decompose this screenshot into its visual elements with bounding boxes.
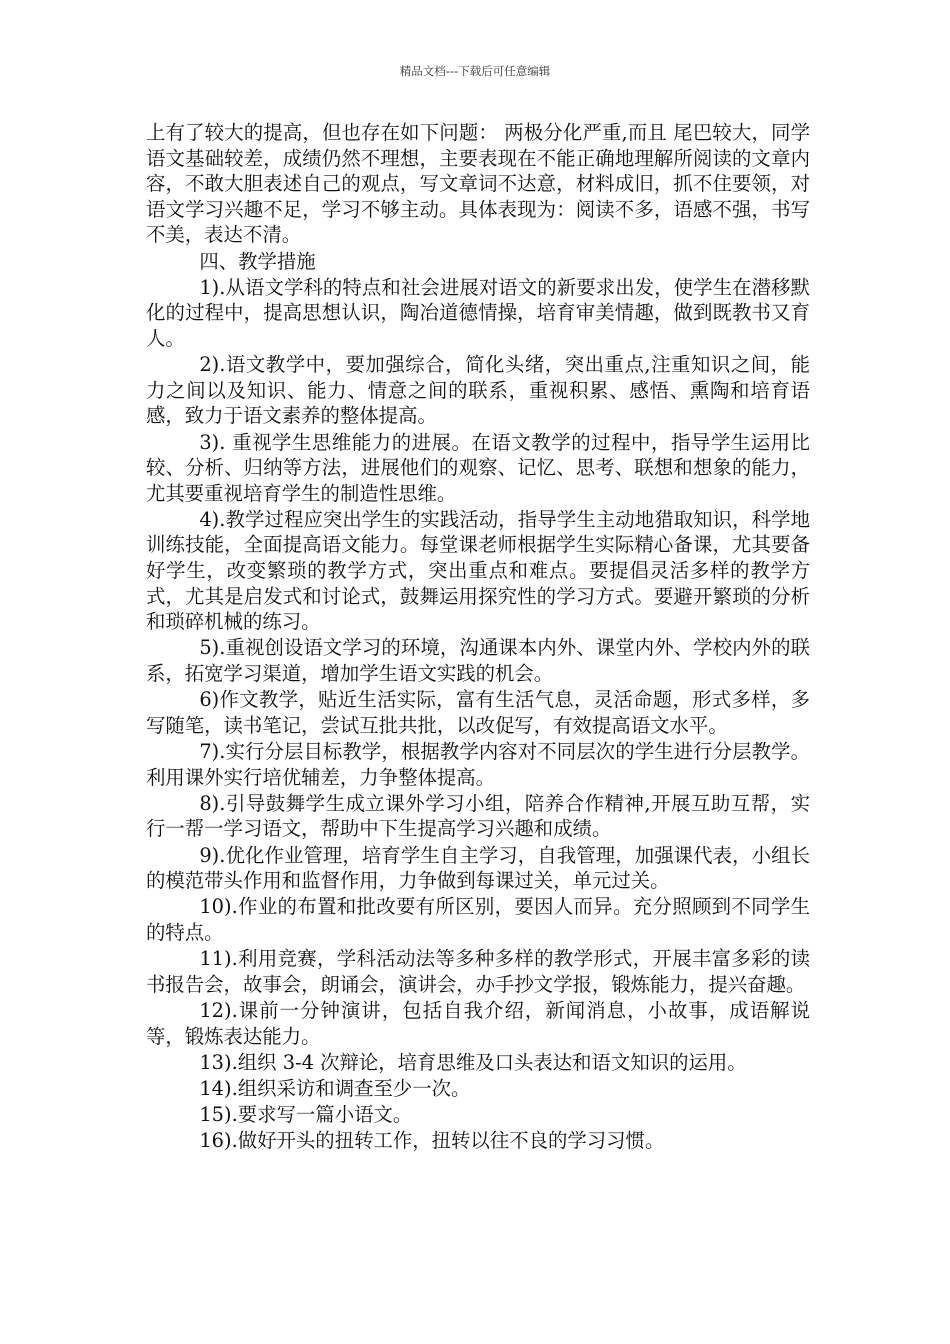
measure-item: 9).优化作业管理，培育学生自主学习，自我管理，加强课代表，小组长的模范带头作用和监督作用，力争做到每课过关，单元过关。	[146, 843, 810, 893]
measure-item: 3). 重视学生思维能力的进展。在语文教学的过程中，指导学生运用比较、分析、归纳等方法，进展他们的观察、记忆、思考、联想和想象的能力，尤其要重视培育学生的制造性思维。	[146, 430, 810, 505]
measure-item: 1).从语文学科的特点和社会进展对语文的新要求出发，使学生在潜移默化的过程中，提高思想认识，陶冶道德情操，培育审美情趣，做到既教书又育人。	[146, 275, 810, 350]
measure-item: 2).语文教学中，要加强综合，简化头绪，突出重点,注重知识之间，能力之间以及知识、能力、情意之间的联系，重视积累、感悟、熏陶和培育语感，致力于语文素养的整体提高。	[146, 353, 810, 428]
section-title: 四、教学措施	[199, 249, 316, 273]
measure-item: 7).实行分层目标教学，根据教学内容对不同层次的学生进行分层教学。利用课外实行培优辅差，力争整体提高。	[146, 740, 810, 789]
measure-item: 14).组织采访和调查至少一次。	[199, 1076, 471, 1100]
measure-item: 13).组织 3-4 次辩论，培育思维及口头表达和语文知识的运用。	[199, 1050, 747, 1074]
measure-item: 11).利用竞赛，学科活动法等多种多样的教学形式，开展丰富多彩的读书报告会，故事会，朗诵会，演讲会，办手抄文学报，锻炼能力，提兴奋趣。	[146, 947, 810, 996]
measure-item: 5).重视创设语文学习的环境，沟通课本内外、课堂内外、学校内外的联系，拓宽学习渠道，增加学生语文实践的机会。	[146, 636, 810, 686]
intro-paragraph: 上有了较大的提高，但也存在如下问题： 两极分化严重,而且 尾巴较大，同学语文基础较差，成绩仍然不理想，主要表现在不能正确地理解所阅读的文章内容，不敢大胆表述自己的观点，写文章词不达意，材料成旧，抓不住要领，对语文学习兴趣不足，学习不够主动。具体表现为：阅读不多，语感不强，书写不美，表达不清。	[146, 121, 810, 247]
measure-item: 8).引导鼓舞学生成立课外学习小组，陪养合作精神,开展互助互帮，实行一帮一学习语文，帮助中下生提高学习兴趣和成绩。	[146, 791, 810, 841]
measure-item: 10).作业的布置和批改要有所区别，要因人而异。充分照顾到不同学生的特点。	[146, 895, 810, 944]
measure-item: 15).要求写一篇小语文。	[199, 1103, 413, 1127]
page-header: 精品文档---下载后可任意编辑	[399, 64, 551, 78]
measure-item: 4).教学过程应突出学生的实践活动，指导学生主动地猎取知识，科学地训练技能，全面提高语文能力。每堂课老师根据学生实际精心备课，尤其要备好学生，改变繁琐的教学方式，突出重点和难点。要提倡灵活多样的教学方式，尤其是启发式和讨论式，鼓舞运用探究性的学习方式。要避开繁琐的分析和琐碎机械的练习。	[146, 507, 810, 634]
measure-item: 12).课前一分钟演讲，包括自我介绍，新闻消息，小故事，成语解说等，锻炼表达能力。	[146, 998, 810, 1048]
measure-item: 6)作文教学，贴近生活实际，富有生活气息，灵活命题，形式多样，多写随笔，读书笔记，尝试互批共批，以改促写，有效提高语文水平。	[146, 688, 810, 737]
document-body	[146, 120, 810, 1154]
measure-item: 16).做好开头的扭转工作，扭转以往不良的学习习惯。	[199, 1129, 665, 1153]
